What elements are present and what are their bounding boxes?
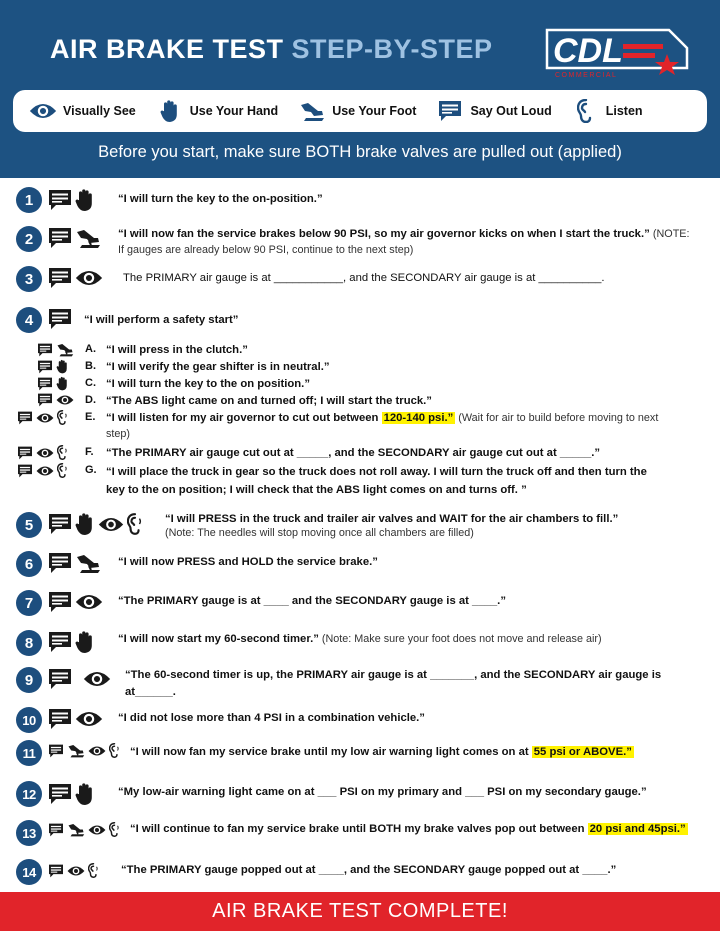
cdl-logo xyxy=(543,24,691,80)
foot-pedal-icon xyxy=(298,99,326,123)
step-text: “I will now PRESS and HOLD the service brake.” xyxy=(118,556,378,568)
step-number: 12 xyxy=(16,781,42,807)
step-main-text: “I will PRESS in the truck and trailer air valves and WAIT for the air chambers to fill.” xyxy=(165,513,619,525)
legend-use-hand xyxy=(156,99,278,123)
substep-text: “The ABS light came on and turned off; I will start the truck.” xyxy=(106,395,432,407)
step-number: 11 xyxy=(16,740,42,766)
step-text: “My low-air warning light came on at ___ PSI on my primary and ___ PSI on my secondary gauge.” xyxy=(118,786,647,798)
ear-icon xyxy=(109,822,120,837)
substep-text: “I will press in the clutch.” xyxy=(106,344,248,356)
step-number: 8 xyxy=(16,630,42,656)
ear-icon xyxy=(572,99,600,123)
foot-pedal-icon xyxy=(56,342,74,357)
ear-icon xyxy=(109,743,120,758)
footer-banner: AIR BRAKE TEST COMPLETE! xyxy=(0,892,720,931)
legend-say-out-loud xyxy=(436,99,551,123)
eye-icon xyxy=(36,465,54,477)
substep-text: “I will verify the gear shifter is in neutral.” xyxy=(106,361,330,373)
foot-pedal-icon xyxy=(67,743,85,758)
step-main-text: “I will continue to fan my service brake until BOTH my brake valves pop out between xyxy=(130,823,588,835)
step-number: 7 xyxy=(16,590,42,616)
step-number: 10 xyxy=(16,707,42,733)
speech-icon xyxy=(48,308,72,330)
speech-icon xyxy=(48,744,64,758)
step-number: 6 xyxy=(16,551,42,577)
step-note: (NOTE: If gauges are already below 90 PSI, continue to the next step) xyxy=(118,228,690,256)
foot-pedal-icon xyxy=(75,227,101,249)
speech-icon xyxy=(48,552,72,574)
speech-icon xyxy=(436,99,464,123)
highlight-pressure: 20 psi and 45psi.” xyxy=(589,823,686,835)
step-text: The PRIMARY air gauge is at ___________, and the SECONDARY air gauge is at __________. xyxy=(123,272,605,284)
substep-letter: F. xyxy=(85,446,94,458)
ear-icon xyxy=(88,863,99,878)
ear-icon xyxy=(57,410,68,425)
step-text: “The PRIMARY gauge popped out at ____, and the SECONDARY gauge popped out at ____.” xyxy=(121,864,617,876)
step-number: 2 xyxy=(16,226,42,252)
speech-icon xyxy=(37,377,53,391)
step-main-text: “I will now fan my service brake until my low air warning light comes on at xyxy=(130,746,532,758)
highlight-pressure: 55 psi or ABOVE.” xyxy=(533,746,632,758)
hand-icon xyxy=(156,99,184,123)
substep-letter: D. xyxy=(85,394,96,406)
eye-icon xyxy=(88,824,106,836)
legend-listen xyxy=(572,99,643,123)
step-number: 4 xyxy=(16,307,42,333)
eye-icon xyxy=(98,516,124,533)
hand-icon xyxy=(75,782,95,806)
step-text xyxy=(118,226,693,258)
step-text: “I did not lose more than 4 PSI in a combination vehicle.” xyxy=(118,712,425,724)
logo-text: CDL xyxy=(553,32,623,70)
icon-legend xyxy=(13,90,707,132)
speech-icon xyxy=(17,446,33,460)
subtitle: Before you start, make sure BOTH brake valves are pulled out (applied) xyxy=(98,143,622,161)
substep-letter: B. xyxy=(85,360,96,372)
speech-icon xyxy=(48,227,72,249)
hand-icon xyxy=(75,630,95,654)
speech-icon xyxy=(37,393,53,407)
step-number: 3 xyxy=(16,266,42,292)
step-number: 5 xyxy=(16,512,42,538)
step-note: (Note: Make sure your foot does not move and release air) xyxy=(318,633,602,645)
ear-icon xyxy=(57,445,68,460)
speech-icon xyxy=(48,668,72,690)
foot-pedal-icon xyxy=(67,822,85,837)
legend-visually-see xyxy=(29,99,136,123)
legend-use-foot xyxy=(298,99,416,123)
substep-main-text: “I will listen for my air governor to cut out between xyxy=(106,412,382,424)
step-number: 13 xyxy=(16,820,42,846)
speech-icon xyxy=(17,464,33,478)
foot-pedal-icon xyxy=(75,552,101,574)
speech-icon xyxy=(48,783,72,805)
step-number: 9 xyxy=(16,667,42,693)
substep-letter: C. xyxy=(85,377,96,389)
logo-subtext: COMMERCIAL xyxy=(555,72,618,79)
legend-label: Use Your Hand xyxy=(189,104,279,118)
legend-label: Use Your Foot xyxy=(332,104,417,118)
speech-icon xyxy=(37,360,53,374)
substep-text: “The PRIMARY air gauge cut out at _____, and the SECONDARY air gauge cut out at _____.” xyxy=(106,447,601,459)
step-text xyxy=(165,512,705,540)
step-main-text: “I will now fan the service brakes below 90 PSI, so my air governor kicks on when I start the truck.” xyxy=(118,228,650,240)
hand-icon xyxy=(75,188,95,212)
substep-letter: G. xyxy=(85,464,97,476)
legend-label: Visually See xyxy=(63,104,136,118)
page-title xyxy=(50,34,493,65)
step-number: 14 xyxy=(16,859,42,885)
speech-icon xyxy=(48,189,72,211)
speech-icon xyxy=(48,823,64,837)
legend-label: Listen xyxy=(605,104,643,118)
speech-icon xyxy=(17,411,33,425)
title-main: AIR BRAKE TEST xyxy=(50,34,284,64)
step-text: “I will perform a safety start” xyxy=(84,314,239,326)
step-text: “The PRIMARY gauge is at ____ and the SECONDARY gauge is at ____.” xyxy=(118,595,506,607)
speech-icon xyxy=(37,343,53,357)
hand-icon xyxy=(56,376,69,391)
header xyxy=(0,0,720,178)
step-text xyxy=(118,631,693,648)
substep-text xyxy=(106,410,671,442)
eye-icon xyxy=(75,269,103,287)
step-note: (Note: The needles will stop moving once all chambers are filled) xyxy=(165,527,474,539)
substep-text: “I will turn the key to the on position.” xyxy=(106,378,310,390)
speech-icon xyxy=(48,267,72,289)
hand-icon xyxy=(56,359,69,374)
eye-icon xyxy=(29,99,57,123)
step-main-text: “I will now start my 60-second timer.” xyxy=(118,633,319,645)
ear-icon xyxy=(127,513,143,535)
ear-icon xyxy=(57,463,68,478)
highlight-pressure: 120-140 psi.” xyxy=(383,412,454,424)
hand-icon xyxy=(75,512,95,536)
substep-text: “I will place the truck in gear so the truck does not roll away. I will turn the truck off and then turn the key to the on position; I will check that the ABS light comes on and turns off. ” xyxy=(106,466,647,496)
title-accent: STEP-BY-STEP xyxy=(291,34,493,64)
substep-letter: A. xyxy=(85,343,96,355)
speech-icon xyxy=(48,708,72,730)
step-text xyxy=(130,744,715,760)
substep-note: (Wait for air to build before moving to next step) xyxy=(106,412,659,440)
speech-icon xyxy=(48,513,72,535)
eye-icon xyxy=(83,670,111,688)
eye-icon xyxy=(67,865,85,877)
legend-label: Say Out Loud xyxy=(470,104,552,118)
speech-icon xyxy=(48,591,72,613)
eye-icon xyxy=(88,745,106,757)
eye-icon xyxy=(36,412,54,424)
step-text: “The 60-second timer is up, the PRIMARY air gauge is at _______, and the SECONDARY air gauge is at______. xyxy=(125,669,662,698)
step-text: “I will turn the key to the on-position.” xyxy=(118,193,323,205)
eye-icon xyxy=(75,710,103,728)
speech-icon xyxy=(48,631,72,653)
step-text xyxy=(130,820,695,838)
eye-icon xyxy=(36,447,54,459)
step-number: 1 xyxy=(16,187,42,213)
substep-letter: E. xyxy=(85,411,96,423)
speech-icon xyxy=(48,864,64,878)
eye-icon xyxy=(75,593,103,611)
eye-icon xyxy=(56,394,74,406)
